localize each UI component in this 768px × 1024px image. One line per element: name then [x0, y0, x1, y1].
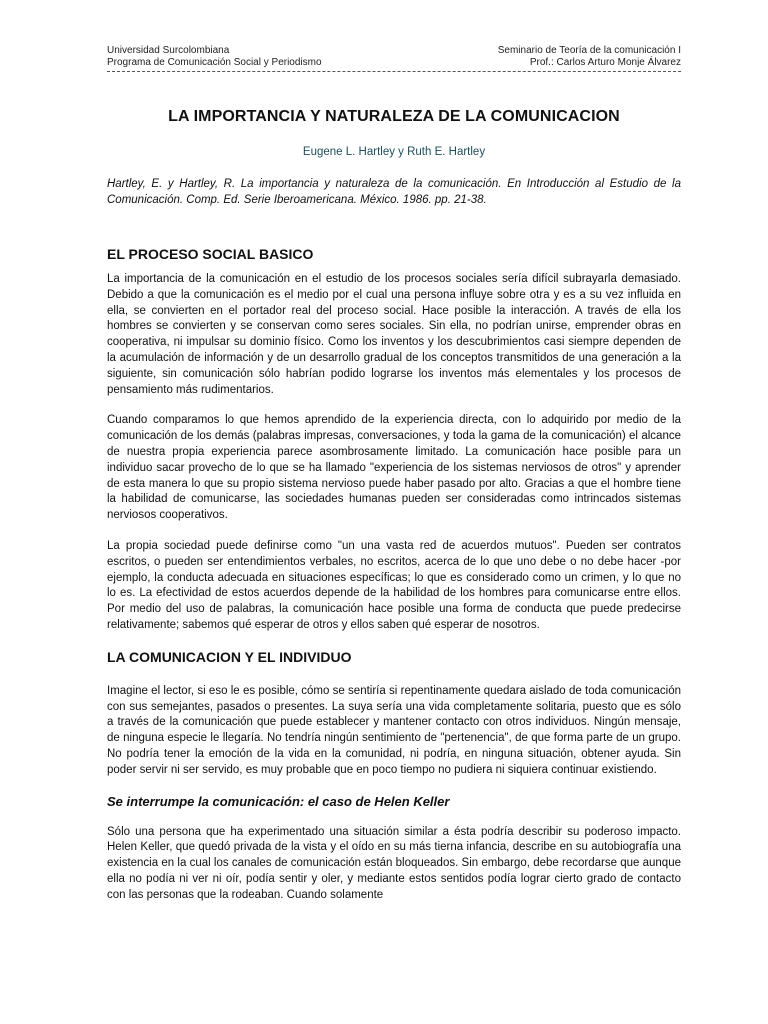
section-heading-comunicacion-individuo: LA COMUNICACION Y EL INDIVIDUO [107, 648, 352, 665]
header-seminar: Seminario de Teoría de la comunicación I [497, 45, 681, 56]
document-citation: Hartley, E. y Hartley, R. La importancia y naturaleza de la comunicación. En Introducción al Estudio de la Comunicación. Comp. Ed. Serie Iberoamericana. México. 1986. pp. 21-38. [107, 178, 681, 206]
header-row-1 [107, 45, 681, 57]
subsection-heading-helen-keller: Se interrumpe la comunicación: el caso de Helen Keller [107, 793, 450, 809]
header-row-2 [107, 57, 681, 69]
paragraph: Sólo una persona que ha experimentado una situación similar a ésta podría describir su poderoso impacto. Helen Keller, que quedó privada de la vista y el oído en su más tierna infancia, describe en su autobiografía una existencia en la cual los canales de comunicación están bloqueados. Sin embargo, debe recordarse que aunque ella no podía ni ver ni oír, podía sentir y oler, y mediante estos sentidos podía lograr cierto grado de contacto con las personas que la rodeaban. Cuando solamente [107, 825, 681, 901]
header-program: Programa de Comunicación Social y Periodismo [107, 57, 322, 68]
paragraph: Imagine el lector, si eso le es posible, cómo se sentiría si repentinamente quedara aislado de toda comunicación con sus semejantes, pasados o presentes. La suya sería una vida completamente solitaria, puesto que es sólo a través de la comunicación que puede establecer y mantener contacto con otros individuos. Ningún mensaje, de ninguna especie le llegaría. No tendría ningún sentimiento de "pertenencia", de que forma parte de un grupo. No podría tener la emoción de la vida en la comunidad, ni podría, en ninguna situación, obtener ayuda. Sin poder servir ni ser servido, es muy probable que en poco tiempo no pudiera ni siquiera continuar existiendo. [107, 684, 681, 776]
document-body [107, 246, 681, 919]
header-university: Universidad Surcolombiana [107, 45, 230, 56]
paragraph: La importancia de la comunicación en el estudio de los procesos sociales sería difícil subrayarla demasiado. Debido a que la comunicación es el medio por el cual una persona influye sobre otra y es a su vez influida en ella, se convierten en el portador real del proceso social. Hace posible la interacción. A través de ella los hombres se convierten y se conservan como seres sociales. Sin ella, no podrían unirse, emprender obras en cooperativa, ni impulsar su dominio físico. Como los inventos y los descubrimientos casi siempre dependen de la acumulación de información y de un desarrollo gradual de los conceptos transmitidos de una generación a la siguiente, sin comunicación sólo habrían podido lograrse los inventos más elementales y los procesos de pensamiento más rudimentarios. [107, 273, 681, 396]
section-heading-proceso-social: EL PROCESO SOCIAL BASICO [107, 246, 314, 262]
paragraph: La propia sociedad puede definirse como "un una vasta red de acuerdos mutuos". Pueden ser contratos escritos, o pueden ser entendimientos verbales, no escritos, acerca de lo que uno debe o no debe hacer -por ejemplo, la conducta adecuada en situaciones específicas; lo que es considerado como un crimen, y lo que no lo es. La efectividad de estos acuerdos depende de la habilidad de los hombres para comunicarse entre ellos. Por medio del uso de palabras, la comunicación hace posible una forma de conducta que puede predecirse relativamente; sabemos qué esperar de otros y ellos saben qué esperar de nosotros. [107, 539, 681, 631]
page-header [107, 45, 681, 72]
paragraph: Cuando comparamos lo que hemos aprendido de la experiencia directa, con lo adquirido por medio de la comunicación de los demás (palabras impresas, conversaciones, y toda la gama de la comunicación) el alcance de nuestra propia experiencia parece asombrosamente limitado. La comunicación hace posible para un individuo sacar provecho de lo que se ha llamado "experiencia de los sistemas nerviosos de otros" y aprender de esta manera lo que su propio sistema nervioso puede haber pasado por alto. Gracias a que el hombre tiene la habilidad de comunicarse, las sociedades humanas pueden ser consideradas como intrincados sistemas nerviosos cooperativos. [107, 414, 681, 522]
header-professor: Prof.: Carlos Arturo Monje Álvarez [529, 57, 681, 68]
document-authors: Eugene L. Hartley y Ruth E. Hartley [302, 146, 486, 158]
document-title: LA IMPORTANCIA Y NATURALEZA DE LA COMUNICACION [168, 108, 620, 125]
header-divider [107, 71, 681, 72]
